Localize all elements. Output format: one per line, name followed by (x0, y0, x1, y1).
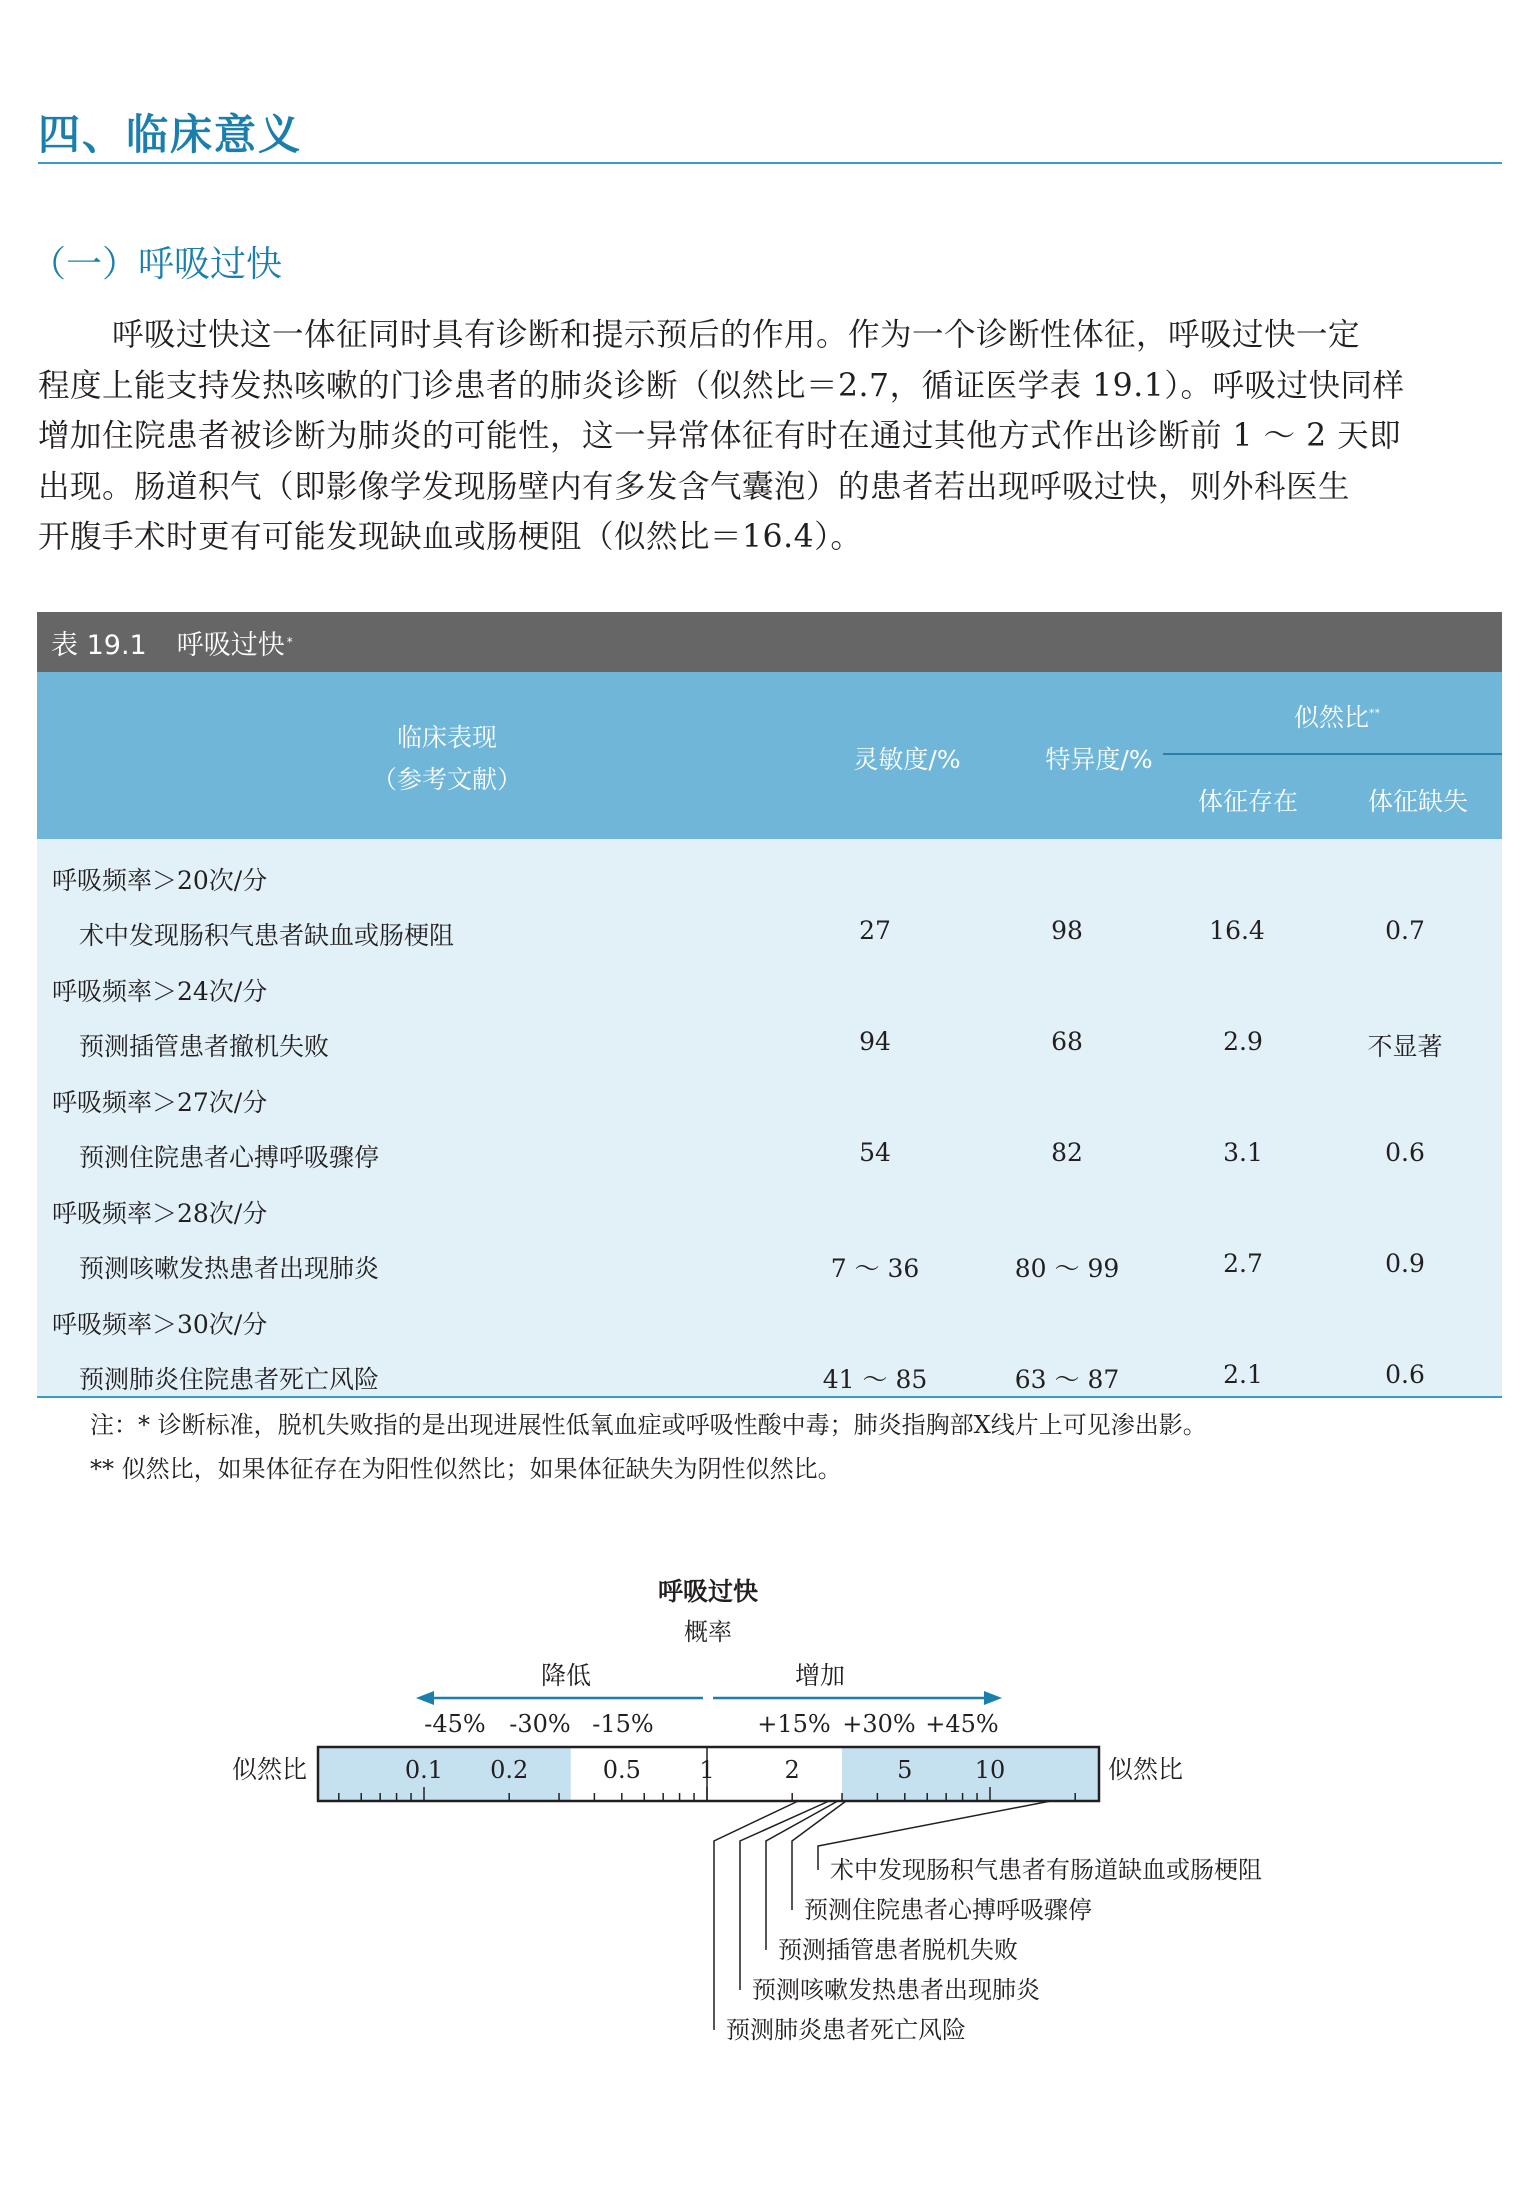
table-body (37, 839, 1502, 1396)
header-subrule (1163, 753, 1502, 755)
section-heading: 四、临床意义 (38, 110, 303, 159)
criterion-cell: 呼吸频率＞20次/分 (52, 866, 268, 895)
finding-cell: 预测插管患者撤机失败 (79, 1032, 330, 1061)
finding-cell: 预测住院患者心搏呼吸骤停 (79, 1143, 380, 1172)
header-clinical: 临床表现 (396, 723, 497, 752)
lr-tick-label: 10 (974, 1756, 1006, 1784)
table-row (37, 1015, 1502, 1070)
decrease-percent: -30% (509, 1710, 571, 1738)
finding-cell: 预测咳嗽发热患者出现肺炎 (79, 1254, 380, 1283)
specificity-cell: 82 (1051, 1138, 1083, 1167)
callout-label: 预测肺炎患者死亡风险 (726, 2016, 966, 2044)
increase-label: 增加 (794, 1661, 846, 1690)
lr-tick-label: 0.2 (490, 1756, 529, 1784)
table-header (37, 672, 1502, 839)
table-row-criterion (37, 1293, 1502, 1348)
specificity-cell: 98 (1051, 916, 1083, 945)
callout-label: 预测咳嗽发热患者出现肺炎 (752, 1976, 1040, 2004)
specificity-cell: 80 ～ 99 (1014, 1254, 1120, 1283)
table-row-criterion (37, 960, 1502, 1015)
table-row (37, 904, 1502, 959)
lr-tick-label: 1 (699, 1756, 715, 1784)
nomogram-subtitle: 概率 (684, 1618, 732, 1646)
subsection-heading: （一）呼吸过快 (30, 244, 283, 285)
specificity-cell: 68 (1051, 1027, 1083, 1056)
callout-leader (766, 1801, 838, 1950)
sensitivity-cell: 7 ～ 36 (830, 1254, 920, 1283)
lr-tick-label: 0.1 (404, 1756, 444, 1784)
increase-percent: +15% (757, 1710, 831, 1738)
table-number: 表 19.1 (51, 629, 147, 661)
criterion-cell: 呼吸频率＞28次/分 (52, 1199, 268, 1228)
lr-absent-cell: 0.9 (1385, 1249, 1425, 1278)
header-specificity: 特异度/% (1045, 745, 1153, 774)
lr-tick-label: 2 (784, 1756, 800, 1784)
criterion-cell: 呼吸频率＞27次/分 (52, 1088, 268, 1117)
table-row-criterion (37, 1182, 1502, 1237)
table-row (37, 1237, 1502, 1292)
body-paragraph (38, 310, 1504, 563)
nomogram-title: 呼吸过快 (657, 1577, 759, 1606)
table-row-criterion (37, 1071, 1502, 1126)
lr-present-cell: 2.1 (1223, 1360, 1263, 1389)
paragraph-line: 程度上能支持发热咳嗽的门诊患者的肺炎诊断（似然比＝2.7，循证医学表 19.1）。呼吸过快同样 (38, 367, 1405, 404)
increase-arrow-head (984, 1691, 1002, 1705)
decrease-arrow-head (416, 1691, 434, 1705)
callout-label: 预测住院患者心搏呼吸骤停 (804, 1896, 1092, 1924)
finding-cell: 术中发现肠积气患者缺血或肠梗阻 (79, 921, 455, 950)
table-row (37, 1348, 1502, 1403)
nomogram-callouts (714, 1801, 1262, 2044)
lr-axis-label-left: 似然比 (232, 1755, 308, 1784)
lr-present-cell: 2.9 (1223, 1027, 1263, 1056)
paragraph-line: 开腹手术时更有可能发现缺血或肠梗阻（似然比＝16.4）。 (38, 519, 863, 555)
table-title: 呼吸过快 (176, 629, 285, 661)
sensitivity-cell: 94 (859, 1027, 891, 1056)
table-row (37, 1126, 1502, 1181)
lr-present-cell: 16.4 (1209, 916, 1265, 945)
lr-absent-cell: 0.6 (1385, 1138, 1425, 1167)
table-title-mark: * (286, 635, 293, 649)
paragraph-line: 呼吸过快这一体征同时具有诊断和提示预后的作用。作为一个诊断性体征，呼吸过快一定 (112, 317, 1361, 353)
paragraph-line: 出现。肠道积气（即影像学发现肠壁内有多发含气囊泡）的患者若出现呼吸过快，则外科医生 (38, 468, 1351, 505)
sensitivity-cell: 54 (859, 1138, 891, 1167)
lr-nomogram (0, 1560, 1536, 2060)
lr-present-cell: 2.7 (1223, 1249, 1263, 1278)
lr-tick-label: 0.5 (602, 1756, 641, 1784)
decrease-label: 降低 (540, 1661, 592, 1690)
table-note-2: ** 似然比，如果体征存在为阳性似然比；如果体征缺失为阴性似然比。 (90, 1455, 842, 1483)
low-lr-shaded-zone (318, 1747, 571, 1801)
lr-absent-cell: 不显著 (1367, 1032, 1443, 1061)
high-lr-shaded-zone (842, 1747, 1099, 1801)
finding-cell: 预测肺炎住院患者死亡风险 (79, 1365, 380, 1394)
table-note-1: 注：* 诊断标准，脱机失败指的是出现进展性低氧血症或呼吸性酸中毒；肺炎指胸部X线片上可见渗出影。 (90, 1411, 1207, 1439)
header-lr-present: 体征存在 (1197, 787, 1298, 816)
decrease-percent: -45% (424, 1710, 486, 1738)
specificity-cell: 63 ～ 87 (1014, 1365, 1120, 1394)
criterion-cell: 呼吸频率＞30次/分 (52, 1310, 268, 1339)
paragraph-line: 增加住院患者被诊断为肺炎的可能性，这一异常体征有时在通过其他方式作出诊断前 1 ～ 2 天即 (38, 418, 1402, 454)
sensitivity-cell: 27 (859, 916, 891, 945)
table-caption (37, 612, 1502, 672)
callout-label: 预测插管患者脱机失败 (778, 1936, 1018, 1964)
section-divider (38, 162, 1502, 164)
table-bottom-rule (37, 1396, 1502, 1398)
lr-absent-cell: 0.6 (1385, 1360, 1425, 1389)
increase-percent: +30% (842, 1710, 916, 1738)
lr-axis-label-right: 似然比 (1108, 1755, 1184, 1784)
header-lr-absent: 体征缺失 (1367, 787, 1468, 816)
callout-label: 术中发现肠积气患者有肠道缺血或肠梗阻 (830, 1856, 1262, 1884)
increase-percent: +45% (925, 1710, 999, 1738)
header-sensitivity: 灵敏度/% (853, 745, 961, 774)
header-lr: 似然比** (1293, 703, 1380, 732)
decrease-percent: -15% (592, 1710, 654, 1738)
lr-absent-cell: 0.7 (1385, 916, 1425, 945)
criterion-cell: 呼吸频率＞24次/分 (52, 977, 268, 1006)
lr-present-cell: 3.1 (1223, 1138, 1263, 1167)
header-clinical-ref: （参考文献） (371, 765, 522, 794)
lr-tick-label: 5 (897, 1756, 913, 1784)
table-row-criterion (37, 849, 1502, 904)
sensitivity-cell: 41 ～ 85 (822, 1365, 928, 1394)
